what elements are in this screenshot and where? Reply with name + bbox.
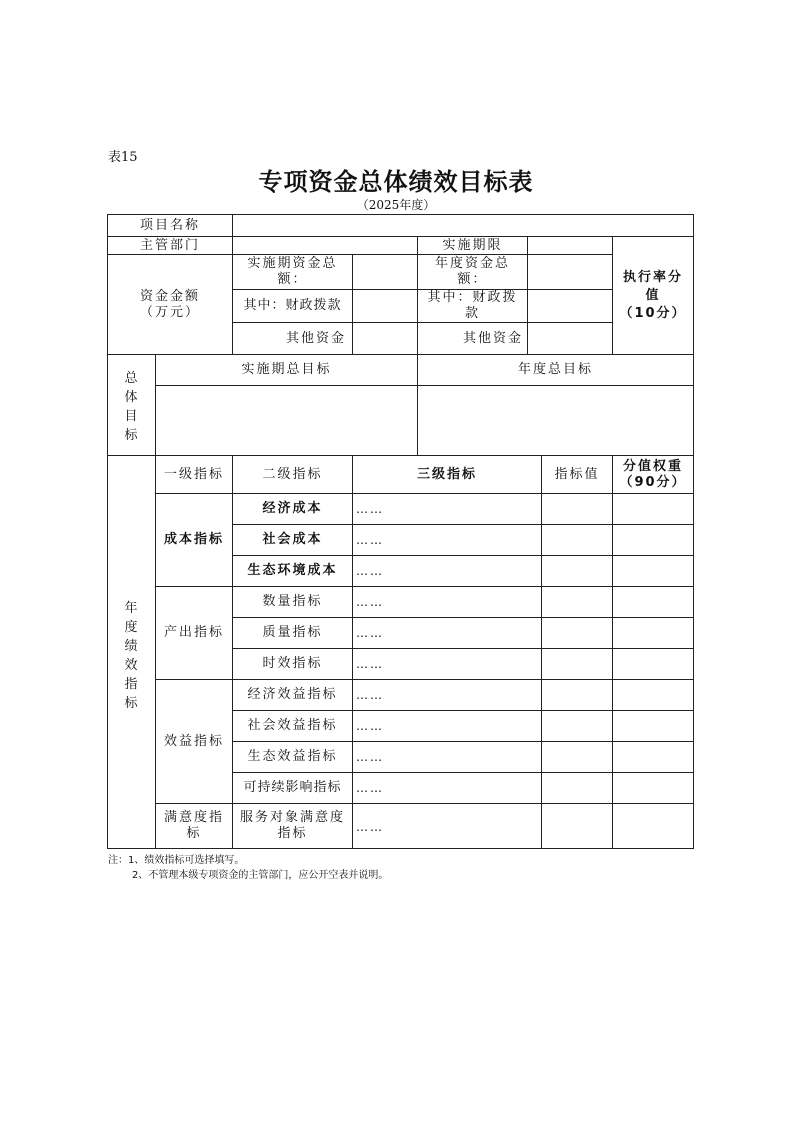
funds-label: 资金金额 （万元） [139, 288, 200, 320]
level3-dots-2: …… [356, 533, 384, 547]
level3-dots-4: …… [356, 595, 384, 609]
group-cost-label: 成本指标 [163, 532, 224, 547]
note-2: 2、不管理本级专项资金的主管部门，应公开空表并说明。 [132, 870, 389, 881]
annual-other-label: 其他资金 [462, 330, 523, 346]
goals-section-label [121, 369, 141, 445]
level3-dots-11: …… [356, 820, 384, 834]
level3-dots-7: …… [356, 688, 384, 702]
benefit-ecological-label: 生态效益指标 [247, 749, 338, 764]
annual-fiscal-label: 其中：财政拨 款 [427, 290, 518, 321]
level3-dots-1: …… [356, 502, 384, 516]
level3-dots-8: …… [356, 719, 384, 733]
annual-goal-header: 年度总目标 [517, 362, 593, 377]
period-goal-header: 实施期总目标 [241, 362, 332, 377]
goals-section-text: 总体目标 [124, 371, 138, 443]
cost-social-label: 社会成本 [262, 532, 323, 547]
level3-dots-5: …… [356, 626, 384, 640]
cost-economic-label: 经济成本 [262, 501, 323, 516]
period-other-label: 其他资金 [285, 330, 346, 346]
benefit-sustainable-label: 可持续影响指标 [243, 780, 342, 795]
project-name-label: 项目名称 [139, 217, 200, 233]
period-label: 实施期限 [442, 237, 503, 253]
year-subtitle: （2025年度） [356, 198, 436, 212]
level3-dots-6: …… [356, 657, 384, 671]
level3-dots-9: …… [356, 750, 384, 764]
annual-goal-value[interactable] [418, 386, 693, 455]
period-goal-value[interactable] [156, 386, 417, 455]
note-1: 注：1、绩效指标可选择填写。 [108, 855, 245, 866]
level3-dots-10: …… [356, 781, 384, 795]
indicators-section-label [121, 599, 141, 713]
notes [108, 853, 388, 883]
group-satisfaction-label: 满意度指 标 [163, 810, 224, 841]
group-output-label: 产出指标 [163, 625, 224, 640]
department-label: 主管部门 [139, 237, 200, 253]
benefit-economic-label: 经济效益指标 [247, 687, 338, 702]
level3-dots-3: …… [356, 564, 384, 578]
col-level3-header: 三级指标 [416, 466, 477, 482]
indicators-section-text: 年度绩效指标 [124, 601, 138, 711]
col-level2-header: 二级指标 [262, 466, 323, 482]
period-total-label: 实施期资金总 额： [247, 256, 338, 287]
col-value-header: 指标值 [554, 466, 600, 482]
table-number: 表15 [108, 150, 138, 165]
output-timeliness-label: 时效指标 [262, 656, 323, 671]
annual-total-label: 年度资金总 额： [434, 256, 510, 287]
group-benefit-label: 效益指标 [163, 733, 224, 749]
col-level1-header: 一级指标 [163, 466, 224, 482]
col-weight-header: 分值权重 （90分） [619, 458, 687, 490]
page-title: 专项资金总体绩效目标表 [258, 168, 534, 196]
benefit-social-label: 社会效益指标 [247, 718, 338, 733]
cost-eco-env-label: 生态环境成本 [247, 563, 338, 578]
satisfaction-service-label: 服务对象满意度 指标 [239, 810, 345, 841]
output-quality-label: 质量指标 [262, 625, 323, 640]
exec-rate-label: 执行率分 值 （10分） [619, 269, 687, 321]
output-quantity-label: 数量指标 [262, 594, 323, 609]
period-fiscal-label: 其中：财政拨款 [243, 298, 342, 313]
